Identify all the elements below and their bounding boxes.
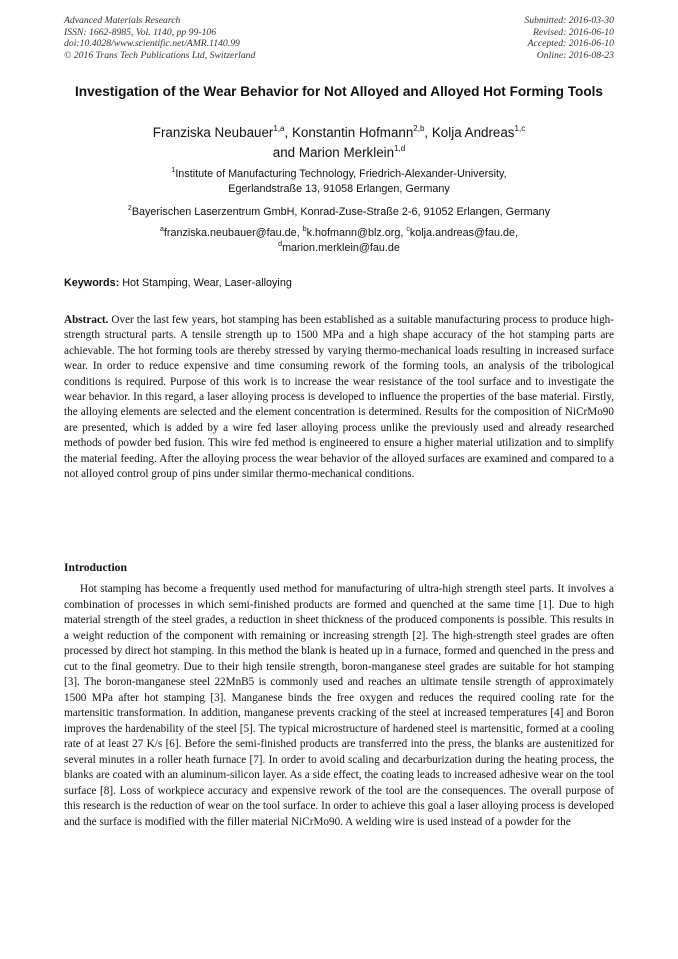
email-address[interactable]: kolja.andreas@fau.de, — [409, 227, 519, 239]
issn-line: ISSN: 1662-8985, Vol. 1140, pp 99-106 — [64, 26, 217, 38]
author-name: Kolja Andreas — [431, 125, 515, 140]
email-mark: d — [278, 240, 283, 248]
publication-dates — [524, 15, 614, 61]
submitted-date: Submitted: 2016-03-30 — [524, 15, 614, 26]
abstract-label: Abstract. — [64, 314, 109, 326]
abstract — [64, 313, 614, 482]
revised-date: Revised: 2016-06-10 — [533, 26, 614, 38]
email-mark: c — [406, 226, 410, 233]
journal-name: Advanced Materials Research — [64, 15, 181, 26]
abstract-text: Over the last few years, hot stamping has been established as a suitable manufacturing process to produce high-strength structural parts. A tensile strength up to 1500 MPa and a high shape accuracy of the hot stamping parts are achievable. The hot forming tools are thereby stressed by varying thermo-mechanical loads resulting in increased surface wear. In order to reduce expensive and time consuming rework of the forming tools, an analysis of the tribological conditions is required. Purpose of this work is to increase the wear resistance of the tool surface and to investigate the wear behavior. In this regard, a laser alloying process is developed to influence the properties of the base material. Firstly, the alloying elements are selected and the element concentration is determined. Results for the composition of NiCrMo90 are presented, which is added by a wire fed laser alloying process unlike the previously used and already researched methods of powder bed fusion. This wire fed method is engineered to ensure a higher material utilization and to simplify the material feeding. After the alloying process the wear behavior of the alloyed surfaces are examined and compared to a not alloyed control group of pins under similar thermo-mechanical conditions. — [64, 314, 614, 481]
affiliation-mark: 1 — [171, 167, 176, 174]
email-mark: a — [159, 226, 164, 233]
affiliation-2 — [64, 205, 614, 220]
affiliation-line: Institute of Manufacturing Technology, Friedrich-Alexander-University, — [175, 168, 507, 180]
doi-line: doi:10.4028/www.scientific.net/AMR.1140.99 — [64, 38, 240, 50]
introduction-heading: Introduction — [64, 561, 127, 574]
author-separator: , — [284, 125, 292, 140]
keywords-label: Keywords: — [64, 277, 120, 289]
affiliation-line: Bayerischen Laserzentrum GmbH, Konrad-Zuse-Straße 2-6, 91052 Erlangen, Germany — [131, 206, 551, 218]
author-emails — [64, 226, 614, 256]
paper-title: Investigation of the Wear Behavior for Not Alloyed and Alloyed Hot Forming Tools — [75, 84, 603, 99]
online-date: Online: 2016-08-23 — [536, 49, 614, 61]
email-address[interactable]: marion.merklein@fau.de — [282, 241, 400, 254]
author-affiliation-mark: 1,a — [273, 124, 285, 133]
author-name: Konstantin Hofmann — [291, 125, 414, 140]
journal-info — [64, 15, 255, 61]
email-mark: b — [302, 226, 307, 233]
author-affiliation-mark: 1,c — [514, 124, 526, 133]
affiliation-1 — [64, 167, 614, 197]
author-separator: , — [424, 125, 432, 140]
affiliation-mark: 2 — [127, 205, 132, 212]
email-address[interactable]: k.hofmann@blz.org, — [306, 227, 407, 239]
author-list — [64, 123, 614, 163]
copyright-line: © 2016 Trans Tech Publications Ltd, Switzerland — [64, 49, 256, 61]
author-affiliation-mark: 1,d — [394, 144, 406, 153]
keywords-text: Hot Stamping, Wear, Laser-alloying — [119, 277, 292, 289]
author-name: Franziska Neubauer — [152, 125, 274, 140]
author-name: and Marion Merklein — [272, 145, 395, 160]
affiliation-line: Egerlandstraße 13, 91058 Erlangen, Germany — [228, 182, 450, 195]
accepted-date: Accepted: 2016-06-10 — [527, 38, 614, 50]
author-affiliation-mark: 2,b — [413, 124, 425, 133]
email-address[interactable]: franziska.neubauer@fau.de, — [163, 227, 303, 239]
introduction-paragraph: Hot stamping has become a frequently used method for manufacturing of ultra-high strength steel parts. It involves a combination of processes in which semi-finished products are formed and quenched at the same time [1]. Due to high material strength of the steel grades, a reduction in sheet thickness of the produced components is possible. This results in a weight reduction of the component with remaining or increasing strength [2]. The high-strength steel grades are often processed by direct hot stamping. In this method the blank is heated up in a furnace, formed and quenched in the press and cut to the final geometry. Due to their high tensile strength, boron-manganese steel grades are suitable for hot stamping [3]. The boron-manganese steel 22MnB5 is commonly used and reaches an ultimate tensile strength of approximately 1500 MPa after hot stamping [3]. Manganese binds the free oxygen and reduces the required cooling rate for the martensitic transformation. In addition, manganese prevents cracking of the steel at increased temperatures [4] and Boron improves the hardenability of the steel [5]. The typical microstructure of hardened steel is martensitic, formed at a cooling rate of at least 27 K/s [6]. Before the semi-finished products are transferred into the press, the blanks are austenitized for several minutes in a roller heath furnace [7]. In order to avoid scaling and decarburization during the heating process, the blanks are coated with an aluminum-silicon layer. As a side effect, the coating leads to increased adhesive wear on the tool surface [8]. Loss of workpiece accuracy and expensive rework of the tool are the consequences. The overall purpose of this research is the reduction of wear on the tool surface. In order to achieve this goal a laser alloying process is developed and the surface is modified with the filler material NiCrMo90. A welding wire is used instead of a powder for the — [64, 583, 614, 828]
keywords — [64, 276, 614, 291]
